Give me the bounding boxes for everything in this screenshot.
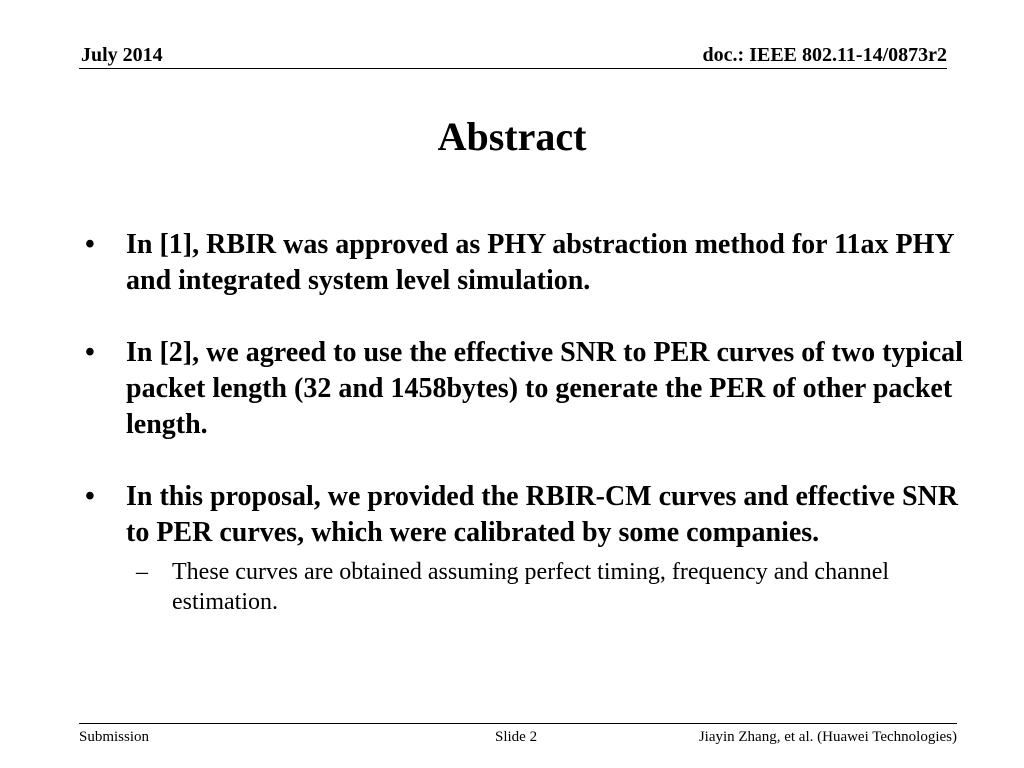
sub-bullet-marker: –	[136, 559, 148, 585]
bullet-marker: •	[85, 337, 95, 368]
bullet-item-2	[85, 335, 965, 443]
bullet-marker: •	[85, 481, 95, 512]
header-date: July 2014	[81, 44, 163, 66]
bullet-item-1	[85, 227, 965, 299]
bullet-marker: •	[85, 229, 95, 260]
slide-title: Abstract	[437, 114, 587, 159]
slide-header	[79, 40, 947, 69]
bullet-text: In [2], we agreed to use the effective SNR to PER curves of two typical packet length (32 and 1458bytes) to generate the PER of other packet length.	[126, 337, 963, 440]
sub-bullet-text: These curves are obtained assuming perfect timing, frequency and channel estimation.	[172, 559, 890, 615]
bullet-item-3	[85, 479, 965, 617]
header-doc-id: doc.: IEEE 802.11-14/0873r2	[702, 44, 947, 66]
slide-footer	[79, 723, 957, 745]
sub-bullet-item	[126, 557, 965, 617]
bullet-text: In this proposal, we provided the RBIR-CM curves and effective SNR to PER curves, which were calibrated by some companies.	[126, 481, 958, 548]
footer-submission: Submission	[79, 729, 150, 745]
footer-slide-number: Slide 2	[495, 729, 538, 745]
bullet-list	[85, 227, 965, 617]
footer-author: Jiayin Zhang, et al. (Huawei Technologies)	[698, 729, 957, 745]
bullet-text: In [1], RBIR was approved as PHY abstraction method for 11ax PHY and integrated system level simulation.	[126, 229, 954, 296]
